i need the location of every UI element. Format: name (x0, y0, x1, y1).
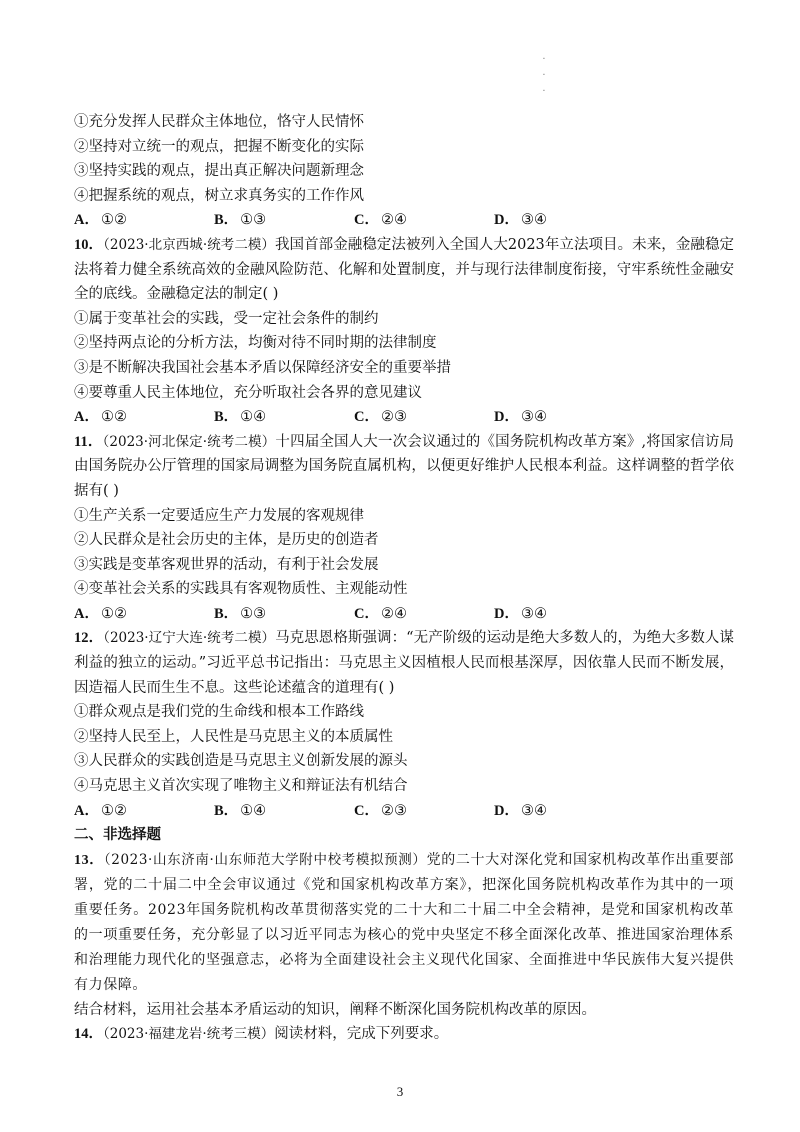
page-number: 3 (396, 1084, 404, 1099)
question-number: 14． (74, 1026, 103, 1043)
option-letter: D． (494, 605, 519, 622)
option-text: ②③ (380, 409, 407, 426)
question-number: 11． (74, 433, 103, 450)
option-letter: D． (494, 212, 519, 229)
option-text: ①② (100, 212, 127, 229)
question-text: 党的二十大对深化党和国家机构改革作出重要部署，党的二十届二中全会审议通过《党和国家机构改革方案》，把深化国务院机构改革作为其中的一项重要任务。2023年国务院机构改革贯彻落实党的二十大和二十届二中全会精神，是党和国家机构改革的一项重要任务，充分彰显了以习近平同志为核心的党中央坚定不移全面深化改革、推进国家治理体系和治理能力现代化的坚强意志，必将为全面建设社会主义现代化国家、全面推进中华民族伟大复兴提供有力保障。 (74, 851, 734, 993)
q12-options (74, 799, 734, 824)
option-letter: B． (214, 409, 239, 426)
option-letter: C． (354, 212, 379, 229)
decorative-dots: · · · (542, 54, 546, 97)
question-text: 阅读材料，完成下列要求。 (274, 1026, 449, 1043)
q9-item-3: ③坚持实践的观点，提出真正解决问题新理念 (74, 163, 364, 180)
q10-option-c[interactable] (354, 405, 494, 430)
q11-option-c[interactable] (354, 602, 494, 627)
question-number: 13． (74, 852, 104, 868)
option-letter: A． (74, 605, 99, 622)
page-content (74, 110, 734, 1047)
q11-option-d[interactable] (494, 602, 634, 627)
q9-option-d[interactable] (494, 208, 634, 233)
option-letter: A． (74, 802, 99, 819)
question-11-stem (74, 430, 734, 504)
q9-option-b[interactable] (214, 208, 354, 233)
option-letter: B． (214, 212, 239, 229)
q10-option-a[interactable] (74, 405, 214, 430)
question-text: 马克思恩格斯强调：“无产阶级的运动是绝大多数人的，为绝大多数人谋利益的独立的运动。”习近平总书记指出：马克思主义因植根人民而根基深厚，因依靠人民而不断发展，因造福人民而生生不息。这些论述蕴含的道理有( ) (74, 630, 734, 696)
option-letter: A． (74, 409, 99, 426)
q11-option-b[interactable] (214, 602, 354, 627)
q11-option-a[interactable] (74, 602, 214, 627)
option-letter: B． (214, 605, 239, 622)
option-letter: D． (494, 409, 519, 426)
q12-item-2: ②坚持人民至上，人民性是马克思主义的本质属性 (74, 728, 393, 745)
q9-option-c[interactable] (354, 208, 494, 233)
question-source: （2023·辽宁大连·统考二模） (103, 630, 276, 647)
q12-option-b[interactable] (214, 799, 354, 824)
q12-option-a[interactable] (74, 799, 214, 824)
question-source: （2023·山东济南·山东师范大学附中校考模拟预测） (103, 851, 427, 868)
q12-option-d[interactable] (494, 799, 634, 824)
option-text: ①④ (240, 409, 267, 426)
section-heading: 二、非选择题 (74, 827, 161, 844)
q12-option-c[interactable] (354, 799, 494, 824)
q9-item-4: ④把握系统的观点，树立求真务实的工作作风 (74, 187, 364, 204)
question-text: 我国首部金融稳定法被列入全国人大2023年立法项目。未来，金融稳定法将着力健全系统高效的金融风险防范、化解和处置制度，并与现行法律制度衔接，守牢系统性金融安全的底线。金融稳定法的制定( ) (74, 236, 734, 303)
option-text: ①③ (240, 212, 267, 229)
q9-item-1: ①充分发挥人民群众主体地位，恪守人民情怀 (74, 114, 364, 130)
option-letter: D． (494, 802, 519, 819)
option-text: ②③ (380, 802, 407, 819)
question-13-stem (74, 848, 734, 998)
option-letter: C． (354, 605, 379, 622)
question-source: （2023·福建龙岩·统考三模） (103, 1026, 275, 1043)
option-text: ①② (100, 605, 127, 622)
q10-item-2: ②坚持两点论的分析方法，均衡对待不同时期的法律制度 (74, 335, 437, 352)
q10-options (74, 405, 734, 430)
question-12-stem (74, 626, 734, 700)
q9-item-2: ②坚持对立统一的观点，把握不断变化的实际 (74, 138, 364, 155)
question-text: 十四届全国人大一次会议通过的《国务院机构改革方案》,将国家信访局由国务院办公厅管理的国家局调整为国务院直属机构，以便更好维护人民根本利益。这样调整的哲学依据有( ) (74, 433, 734, 499)
q12-item-3: ③人民群众的实践创造是马克思主义创新发展的源头 (74, 753, 408, 770)
option-text: ③④ (520, 605, 547, 622)
option-text: ①② (100, 409, 127, 426)
option-letter: B． (214, 802, 239, 819)
option-text: ③④ (520, 802, 547, 819)
option-letter: C． (354, 802, 379, 819)
question-14-stem (74, 1022, 734, 1047)
question-13-task: 结合材料，运用社会基本矛盾运动的知识，阐释不断深化国务院机构改革的原因。 (74, 1001, 596, 1018)
option-text: ③④ (520, 409, 547, 426)
option-letter: C． (354, 409, 379, 426)
q10-item-3: ③是不断解决我国社会基本矛盾以保障经济安全的重要举措 (74, 359, 451, 376)
option-text: ②④ (380, 212, 407, 229)
question-9-items (74, 110, 734, 208)
question-10-stem (74, 233, 734, 307)
q11-options (74, 602, 734, 627)
q11-item-3: ③实践是变革客观世界的活动，有利于社会发展 (74, 556, 379, 573)
option-text: ①④ (240, 802, 267, 819)
q10-item-4: ④要尊重人民主体地位，充分听取社会各界的意见建议 (74, 384, 422, 401)
option-text: ③④ (520, 212, 547, 229)
q10-option-d[interactable] (494, 405, 634, 430)
question-source: （2023·河北保定·统考二模） (102, 433, 276, 450)
q9-options (74, 208, 734, 233)
option-text: ①② (100, 802, 127, 819)
q12-item-1: ①群众观点是我们党的生命线和根本工作路线 (74, 704, 364, 721)
question-number: 12． (74, 630, 104, 647)
question-number: 10． (74, 236, 104, 253)
q10-item-1: ①属于变革社会的实践，受一定社会条件的制约 (74, 310, 379, 327)
q11-item-4: ④变革社会关系的实践具有客观物质性、主观能动性 (74, 581, 408, 598)
q12-item-4: ④马克思主义首次实现了唯物主义和辩证法有机结合 (74, 778, 408, 795)
q11-item-1: ①生产关系一定要适应生产力发展的客观规律 (74, 507, 364, 524)
q9-option-a[interactable] (74, 208, 214, 233)
q11-item-2: ②人民群众是社会历史的主体，是历史的创造者 (74, 532, 379, 549)
option-text: ②④ (380, 605, 407, 622)
option-letter: A． (74, 212, 99, 229)
option-text: ①③ (240, 605, 267, 622)
q10-option-b[interactable] (214, 405, 354, 430)
question-source: （2023·北京西城·统考二模） (103, 236, 275, 253)
